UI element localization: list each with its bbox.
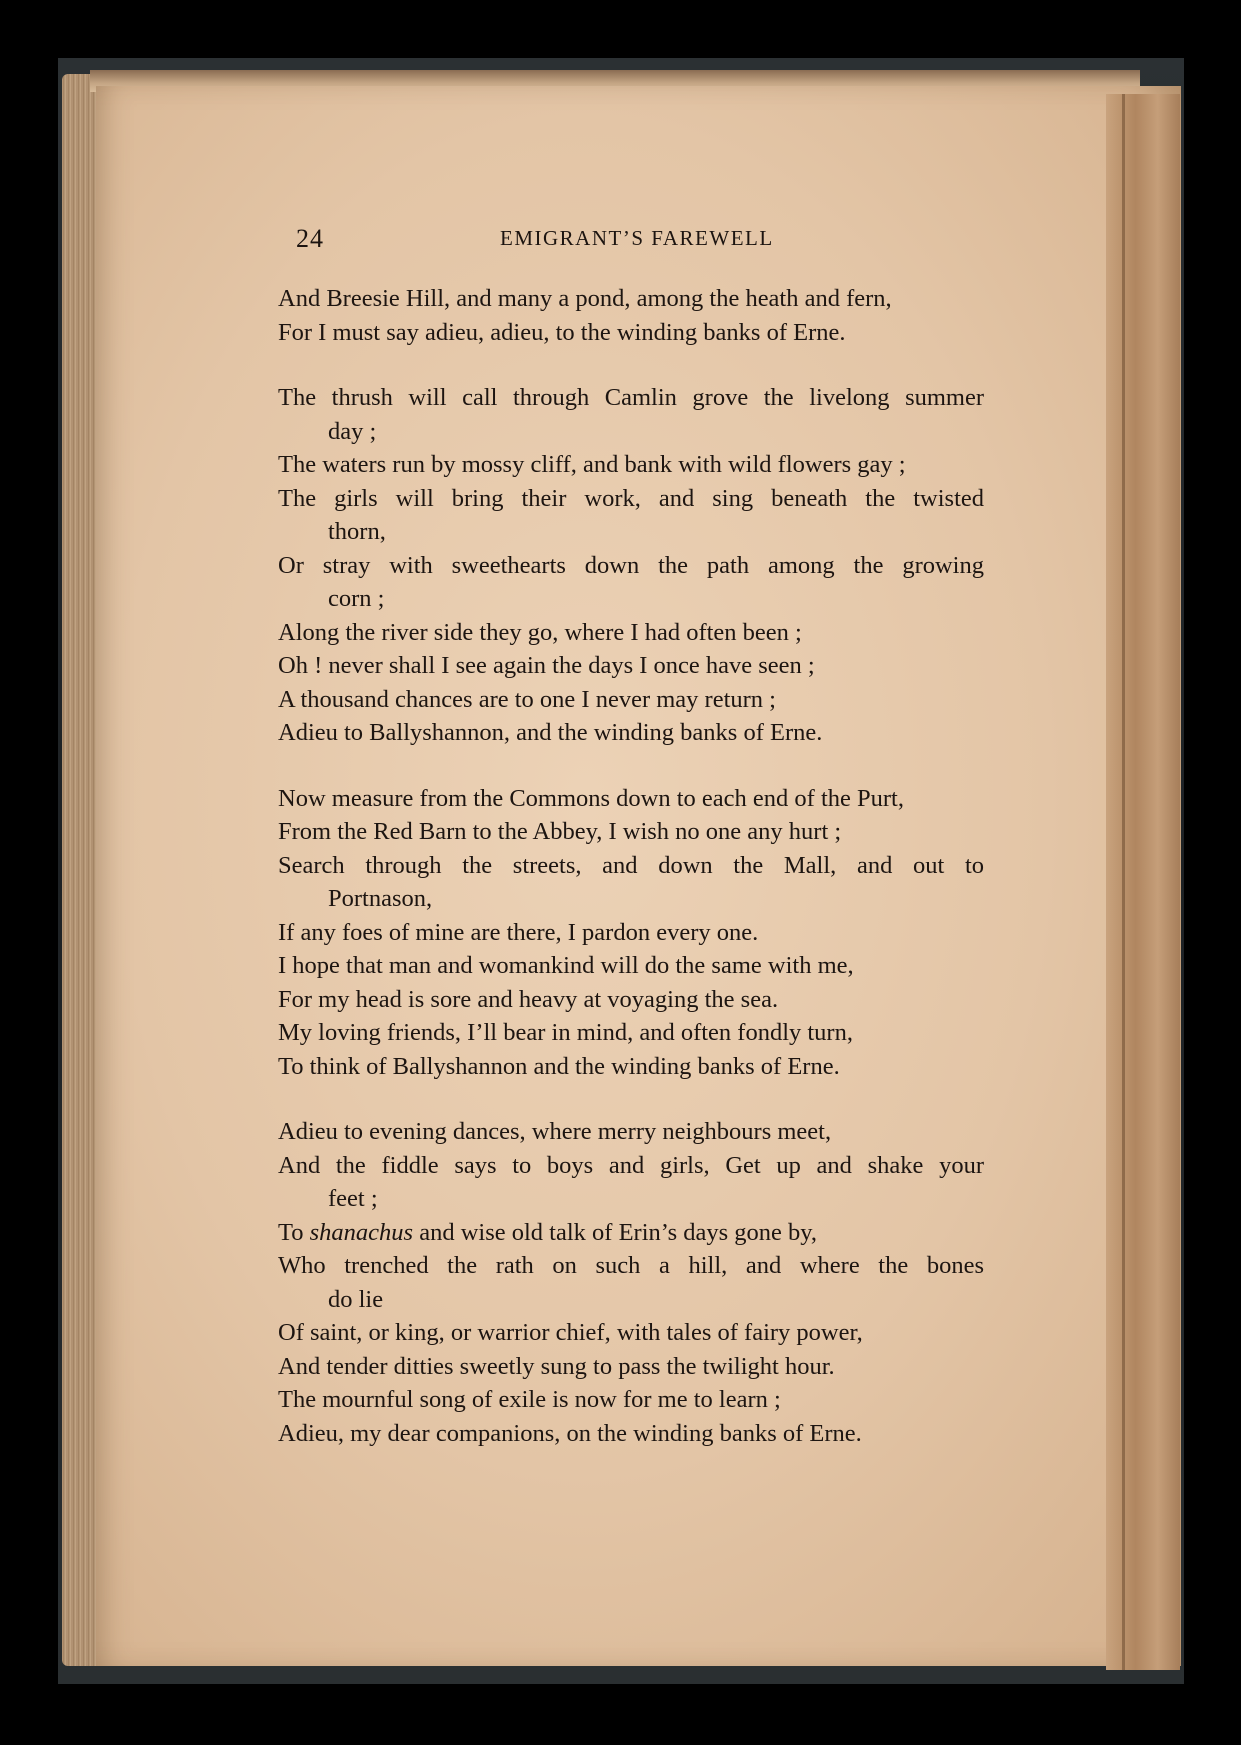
page-header (296, 224, 996, 260)
poem-line: The waters run by mossy cliff, and bank with wild flowers gay ; (278, 451, 906, 478)
gutter-line (1122, 94, 1125, 1670)
poem-line: Portnason, (328, 885, 433, 912)
poem-line: Adieu to evening dances, where merry neighbours meet, (278, 1118, 832, 1145)
poem-line: feet ; (328, 1185, 378, 1212)
poem-line: If any foes of mine are there, I pardon every one. (278, 918, 759, 946)
poem-line: And the fiddle says to boys and girls, Get up and shake your (278, 1151, 984, 1179)
stanza (278, 282, 998, 349)
poem-line: My loving friends, I’ll bear in mind, and often fondly turn, (278, 1019, 853, 1046)
poem-line: And tender ditties sweetly sung to pass the twilight hour. (278, 1352, 835, 1380)
poem-line: To think of Ballyshannon and the winding banks of Erne. (278, 1052, 840, 1080)
poem-line: And Breesie Hill, and many a pond, among the heath and fern, (278, 285, 892, 312)
poem-line: corn ; (328, 585, 385, 612)
poem-line: Along the river side they go, where I had often been ; (278, 618, 802, 646)
line-text: To (278, 1218, 310, 1246)
italic-word: shanachus (309, 1218, 414, 1246)
poem-line: The thrush will call through Camlin grove the livelong summer (278, 384, 984, 411)
stanza (278, 381, 998, 750)
poem-line: Or stray with sweethearts down the path among the growing (278, 551, 984, 579)
line-text: and wise old talk of Erin’s days gone by, (413, 1218, 818, 1246)
poem-line: I hope that man and womankind will do the same with me, (278, 952, 854, 979)
stanza (278, 1115, 998, 1450)
poem-line: The mournful song of exile is now for me to learn ; (278, 1386, 781, 1413)
running-title: EMIGRANT’S FAREWELL (500, 226, 774, 250)
poem-line: Now measure from the Commons down to each end of the Purt, (278, 784, 904, 812)
poem-line: Adieu, my dear companions, on the winding banks of Erne. (278, 1419, 862, 1447)
stanza (278, 782, 998, 1084)
poem-line: A thousand chances are to one I never may return ; (278, 685, 776, 713)
poem-line: For my head is sore and heavy at voyaging the sea. (278, 985, 779, 1013)
poem-line: Search through the streets, and down the Mall, and out to (278, 851, 984, 879)
poem-line: Who trenched the rath on such a hill, and where the bones (278, 1252, 984, 1279)
poem-line: do lie (328, 1285, 384, 1313)
poem-line: thorn, (328, 518, 386, 545)
poem-line: Of saint, or king, or warrior chief, with tales of fairy power, (278, 1319, 863, 1346)
poem-line: From the Red Barn to the Abbey, I wish no one any hurt ; (278, 818, 842, 845)
poem-body (278, 282, 998, 1482)
page-number: 24 (296, 224, 324, 253)
poem-line (278, 1216, 998, 1250)
poem-line: Adieu to Ballyshannon, and the winding banks of Erne. (278, 719, 823, 746)
poem-line: Oh ! never shall I see again the days I once have seen ; (278, 652, 815, 679)
poem-line: The girls will bring their work, and sing beneath the twisted (278, 484, 984, 512)
right-page-gutter (1106, 94, 1180, 1670)
poem-line: day ; (328, 417, 377, 445)
poem-line: For I must say adieu, adieu, to the winding banks of Erne. (278, 318, 846, 346)
